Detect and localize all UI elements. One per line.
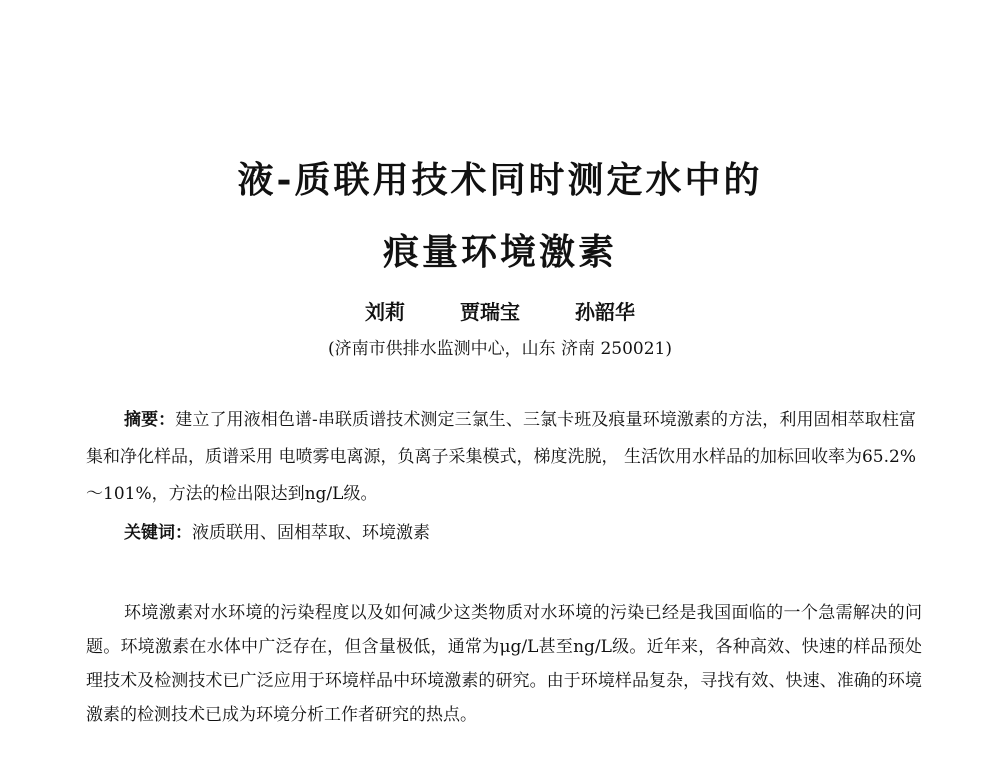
abstract-label: 摘要：	[124, 410, 176, 430]
author-affiliation: (济南市供排水监测中心，山东 济南 250021)	[328, 339, 672, 359]
abstract	[86, 402, 916, 513]
paper-title-line-1: 液-质联用技术同时测定水中的	[237, 159, 763, 201]
abstract-text: 建立了用液相色谱-串联质谱技术测定三氯生、三氯卡班及痕量环境激素的方法，利用固相萃取柱富集和净化样品，质谱采用 电喷雾电离源，负离子采集模式，梯度洗脱， 生活饮用水样品的加标回收率为65.2%～101%，方法的检出限达到ng/L级。	[86, 410, 916, 504]
keywords	[124, 515, 914, 552]
author-name: 贾瑞宝	[460, 300, 520, 324]
body-paragraph: 环境激素对水环境的污染程度以及如何减少这类物质对水环境的污染已经是我国面临的一个急需解决的问题。环境激素在水体中广泛存在，但含量极低，通常为μg/L甚至ng/L级。近年来，各种高效、快速的样品预处理技术及检测技术已广泛应用于环境样品中环境激素的研究。由于环境样品复杂，寻找有效、快速、准确的环境激素的检测技术已成为环境分析工作者研究的热点。	[86, 603, 922, 725]
keywords-text: 液质联用、固相萃取、环境激素	[192, 523, 430, 543]
keywords-label: 关键词：	[124, 523, 192, 543]
author-list	[0, 296, 1000, 325]
paper-title-line-2: 痕量环境激素	[382, 231, 617, 273]
author-name: 刘莉	[365, 300, 406, 324]
author-name: 孙韶华	[574, 300, 635, 324]
